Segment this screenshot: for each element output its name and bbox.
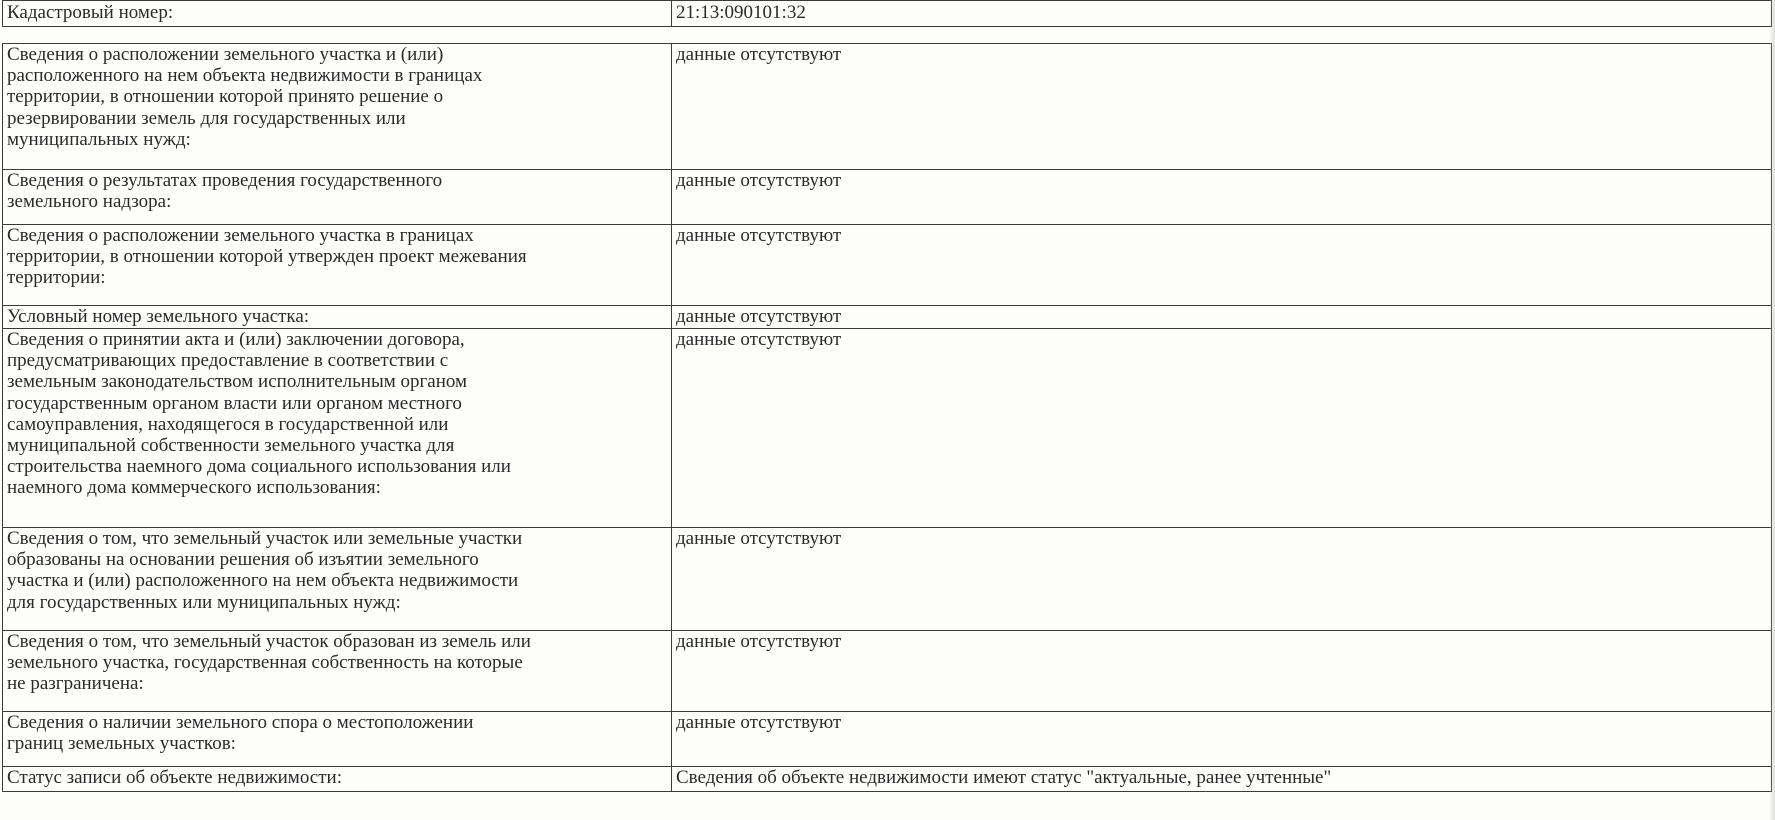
row-label: Сведения о расположении земельного участка и (или) расположенного на нем объекта недвижимости в границах территории, в отношении которой принято решение о резервировании земель для государственных или муниципальных нужд: bbox=[3, 44, 672, 170]
table-row bbox=[3, 631, 1772, 712]
cadastral-number-value: 21:13:090101:32 bbox=[672, 1, 1772, 27]
row-value: данные отсутствуют bbox=[672, 225, 1772, 306]
row-label: Статус записи об объекте недвижимости: bbox=[3, 767, 672, 792]
table-row bbox=[3, 225, 1772, 306]
cadastral-number-label: Кадастровый номер: bbox=[3, 1, 672, 27]
row-value: данные отсутствуют bbox=[672, 712, 1772, 767]
scan-edge-shadow bbox=[1769, 0, 1775, 820]
row-label: Сведения о том, что земельный участок или земельные участки образованы на основании решения об изъятии земельного участка и (или) расположенного на нем объекта недвижимости для государственных или муниципальных нужд: bbox=[3, 528, 672, 631]
table-row bbox=[3, 767, 1772, 792]
cadastral-number-table bbox=[2, 0, 1772, 27]
row-value: Сведения об объекте недвижимости имеют статус "актуальные, ранее учтенные" bbox=[672, 767, 1772, 792]
row-label: Сведения о результатах проведения государственного земельного надзора: bbox=[3, 170, 672, 225]
row-label: Сведения о том, что земельный участок образован из земель или земельного участка, государственная собственность на которые не разграничена: bbox=[3, 631, 672, 712]
row-value: данные отсутствуют bbox=[672, 170, 1772, 225]
table-row bbox=[3, 712, 1772, 767]
row-value: данные отсутствуют bbox=[672, 44, 1772, 170]
row-value: данные отсутствуют bbox=[672, 306, 1772, 329]
table-row bbox=[3, 329, 1772, 528]
row-label: Сведения о наличии земельного спора о местоположении границ земельных участков: bbox=[3, 712, 672, 767]
row-value: данные отсутствуют bbox=[672, 329, 1772, 528]
table-row bbox=[3, 44, 1772, 170]
row-label: Сведения о принятии акта и (или) заключении договора, предусматривающих предоставление в соответствии с земельным законодательством исполнительным органом государственным органом власти или органом местного самоуправления, находящегося в государственной или муниципальной собственности земельного участка для строительства наемного дома социального использования или наемного дома коммерческого использования: bbox=[3, 329, 672, 528]
row-label: Условный номер земельного участка: bbox=[3, 306, 672, 329]
table-row bbox=[3, 306, 1772, 329]
row-value: данные отсутствуют bbox=[672, 631, 1772, 712]
cadastral-number-row bbox=[3, 1, 1772, 27]
land-plot-info-table bbox=[2, 43, 1772, 792]
table-row bbox=[3, 170, 1772, 225]
row-value: данные отсутствуют bbox=[672, 528, 1772, 631]
row-label: Сведения о расположении земельного участка в границах территории, в отношении которой утвержден проект межевания территории: bbox=[3, 225, 672, 306]
table-row bbox=[3, 528, 1772, 631]
